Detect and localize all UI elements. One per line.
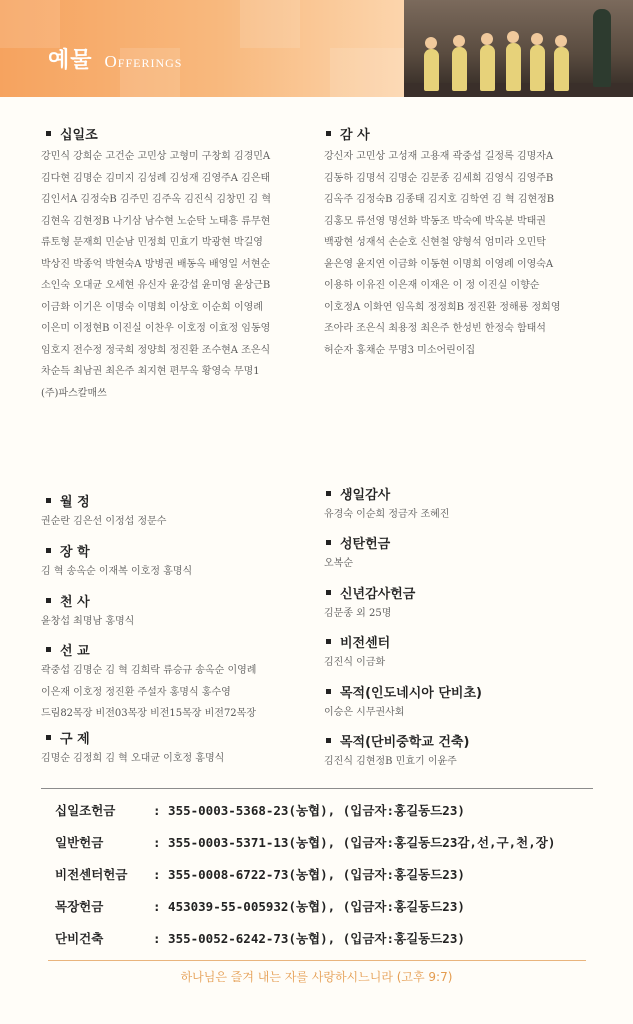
section-monthly-title: [46, 491, 90, 510]
section-title-text: 감 사: [340, 128, 370, 143]
section-title-text: 선 교: [60, 644, 90, 659]
account-number: : 355-0052-6242-73(농협), (입금자:홍길동드23): [153, 931, 465, 946]
section-target-school-names: 김진식 김현정B 민효기 이윤주: [324, 756, 457, 767]
section-newyear-names: 김문종 외 25명: [324, 608, 392, 619]
photo-child-head: [555, 35, 567, 47]
section-mission-names: 곽중섭 김명순 김 혁 김희락 류승규 송옥순 이영례 이은재 이호정 정진환 주설자 홍명식 홍수영 드림82목장 비전03목장 비전15목장 비전72목장: [41, 665, 257, 719]
photo-child-head: [507, 31, 519, 43]
page-title-english: Offerings: [104, 52, 183, 71]
section-title-text: 천 사: [60, 595, 90, 610]
section-newyear-title: [326, 583, 415, 602]
photo-child: [452, 47, 467, 91]
section-title-text: 신년감사헌금: [340, 587, 416, 602]
section-tithe-title: [46, 124, 98, 143]
account-number: : 355-0003-5371-13(농협), (입금자:홍길동드23감,선,구,천,장): [153, 835, 556, 850]
section-monthly-names: 권순란 김은선 이정섭 정문수: [41, 516, 167, 527]
bullet-square-icon: [326, 540, 331, 545]
section-divider: [41, 788, 593, 789]
section-scholarship-title: [46, 541, 90, 560]
section-title-text: 구 제: [60, 732, 90, 747]
account-label: 비전센터헌금: [55, 867, 128, 882]
account-label: 단비건축: [55, 931, 104, 946]
section-target-school-title: [326, 731, 469, 750]
section-target-indonesia-title: [326, 682, 482, 701]
section-vision-center-title: [326, 632, 390, 651]
account-label: 일반헌금: [55, 835, 104, 850]
section-thousand-title: [46, 591, 90, 610]
footer-divider: [48, 960, 586, 961]
section-vision-center-names: 김진식 이금화: [324, 657, 386, 668]
page-header: [0, 0, 633, 97]
section-title-text: 성탄헌금: [340, 537, 391, 552]
section-relief-title: [46, 728, 90, 747]
bullet-square-icon: [326, 738, 331, 743]
photo-child-head: [425, 37, 437, 49]
account-row-mokjang: [55, 897, 465, 915]
section-christmas-names: 오복순: [324, 558, 353, 569]
account-label: 십일조헌금: [55, 803, 116, 818]
bullet-square-icon: [326, 590, 331, 595]
bullet-square-icon: [46, 735, 51, 740]
bullet-square-icon: [326, 689, 331, 694]
section-thanks-title: [326, 124, 370, 143]
section-title-text: 생일감사: [340, 488, 391, 503]
photo-child-head: [531, 33, 543, 45]
bullet-square-icon: [46, 498, 51, 503]
section-title-text: 목적(인도네시아 단비초): [340, 686, 482, 701]
section-mission-title: [46, 640, 90, 659]
section-title-text: 목적(단비중학교 건축): [340, 735, 470, 750]
footer-verse: 하나님은 즐겨 내는 자를 사랑하시느니라 (고후 9:7): [180, 970, 453, 984]
account-number: : 453039-55-005932(농협), (입금자:홍길동드23): [153, 899, 465, 914]
account-row-tithe: [55, 801, 465, 819]
section-birthday-title: [326, 484, 390, 503]
header-tile: [240, 0, 300, 48]
account-number: : 355-0008-6722-73(농협), (입금자:홍길동드23): [153, 867, 465, 882]
section-scholarship-names: 김 혁 송옥순 이재복 이호정 홍명식: [41, 566, 193, 577]
bullet-square-icon: [46, 548, 51, 553]
account-label: 목장헌금: [55, 899, 104, 914]
photo-child: [554, 47, 569, 91]
bullet-square-icon: [326, 639, 331, 644]
section-birthday-names: 유경숙 이순희 정금자 조혜진: [324, 509, 450, 520]
account-row-danbi-building: [55, 929, 465, 947]
photo-child: [530, 45, 545, 91]
section-title-text: 월 정: [60, 495, 90, 510]
section-thousand-names: 윤창섭 최명남 홍명식: [41, 616, 135, 627]
account-row-general: [55, 833, 555, 851]
section-christmas-title: [326, 533, 390, 552]
section-relief-names: 김명순 김정희 김 혁 오대균 이호정 홍명식: [41, 753, 225, 764]
header-photo: [404, 0, 633, 97]
account-number: : 355-0003-5368-23(농협), (입금자:홍길동드23): [153, 803, 465, 818]
account-row-vision-center: [55, 865, 465, 883]
bullet-square-icon: [46, 131, 51, 136]
section-tithe-names: 강민식 강희순 고건순 고민상 고형미 구창회 김경민A 김다현 김명순 김미지 김성례 김성재 김영주A 김은태 김인서A 김정숙B 김주민 김주옥 김진식 김창민 김 혁 김현옥 김현정B 나기삼 남수현 노순탁 노태흥 류무현 류토형 문재희 민순남 민정희 민효기 박광현 박길영 박상진 박종억 박현숙A 방병권 배동옥 배영일 서현순 소인숙 오대균 오세현 유신자 윤강섭 윤미영 윤상근B 이금화 이기은 이명숙 이명희 이상호 이순희 이영례 이은미 이정현B 이진실 이찬우 이호정 이효정 임동영 임호지 전수정 정국희 정양희 정진환 조수현A 조은식 차순득 최남권 최은주 최지현 편무옥 황영숙 무명1 (주)파스칼매쓰: [41, 151, 272, 399]
section-title-text: 장 학: [60, 545, 90, 560]
bullet-square-icon: [326, 491, 331, 496]
bullet-square-icon: [46, 598, 51, 603]
section-title-text: 비전센터: [340, 636, 391, 651]
header-tile: [330, 48, 404, 97]
section-title-text: 십일조: [60, 128, 98, 143]
photo-adult: [593, 9, 611, 87]
page-title: [48, 43, 182, 74]
section-thanks-names: 강신자 고민상 고성재 고용재 곽중섭 길정록 김명자A 김동하 김명석 김명순 김문종 김세희 김영식 김영주B 김옥주 김정숙B 김종태 김지호 김학연 김 혁 김현정B 김홍모 류선영 명선화 박동조 박숙예 박옥분 박태권 백광현 성재석 손순호 신현철 양형석 엄미라 오민탁 윤은영 윤지연 이금화 이동현 이명희 이영례 이영숙A 이용하 이유진 이은재 이재은 이 정 이진실 이향순 이호정A 이화연 임옥희 정정희B 정진환 정해룡 정희영 조아라 조은식 최용정 최은주 한성빈 한정숙 함태석 허순자 홍채순 무명3 미소어린이집: [324, 151, 561, 356]
bullet-square-icon: [46, 647, 51, 652]
photo-child: [506, 43, 521, 91]
page-title-korean: 예물: [48, 48, 93, 73]
photo-child: [480, 45, 495, 91]
photo-child-head: [481, 33, 493, 45]
photo-child: [424, 49, 439, 91]
header-tile: [0, 0, 60, 48]
photo-child-head: [453, 35, 465, 47]
section-target-indonesia-names: 이승은 시무권사회: [324, 707, 405, 718]
bullet-square-icon: [326, 131, 331, 136]
